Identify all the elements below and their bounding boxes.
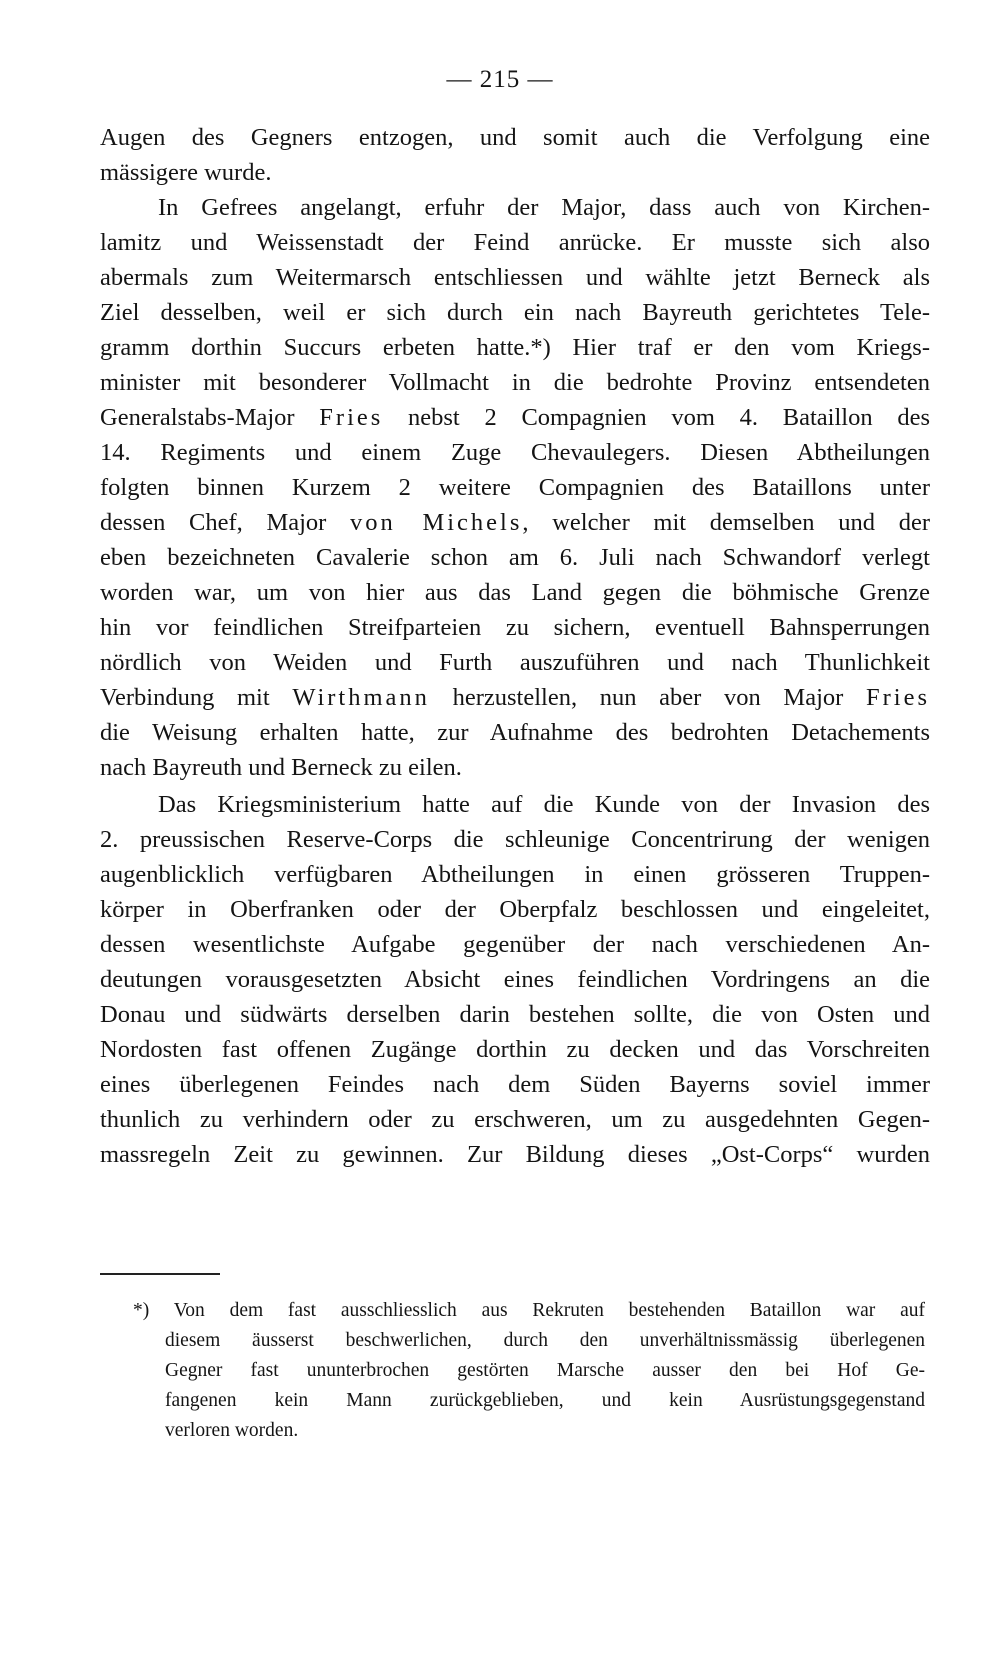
footnote-line: diesem äusserst beschwerlichen, durch den unverhältnissmässig überlegenen	[165, 1330, 925, 1351]
text-run: Verbindung mit	[100, 684, 293, 711]
text-run: herzustellen, nun aber von Major	[429, 684, 866, 711]
spaced-name: Wirthmann	[292, 684, 430, 711]
text-line: körper in Oberfranken oder der Oberpfalz beschlossen und eingeleitet,	[100, 896, 930, 923]
text-line: augenblicklich verfügbaren Abtheilungen in einen grösseren Truppen-	[100, 861, 930, 888]
text-run: Von dem fast ausschliesslich aus Rekruten bestehenden Bataillon war auf	[173, 1300, 925, 1321]
text-line: massregeln Zeit zu gewinnen. Zur Bildung dieses „Ost-Corps“ wurden	[100, 1141, 930, 1168]
text-line: 14. Regiments und einem Zuge Chevaulegers. Diesen Abtheilungen	[100, 439, 930, 466]
spaced-name: von Michels	[350, 509, 523, 536]
text-line: die Weisung erhalten hatte, zur Aufnahme des bedrohten Detachements	[100, 719, 930, 746]
text-line: nach Bayreuth und Berneck zu eilen.	[100, 754, 462, 781]
text-line: In Gefrees angelangt, erfuhr der Major, dass auch von Kirchen-	[158, 194, 930, 221]
page-number: — 215 —	[446, 66, 554, 93]
footnote-line: fangenen kein Mann zurückgeblieben, und kein Ausrüstungsgegenstand	[165, 1390, 925, 1411]
text-line: Nordosten fast offenen Zugänge dorthin zu decken und das Vorschreiten	[100, 1036, 930, 1063]
text-line: Das Kriegsministerium hatte auf die Kunde von der Invasion des	[158, 791, 930, 818]
text-line: minister mit besonderer Vollmacht in die bedrohte Provinz entsendeten	[100, 369, 930, 396]
text-line: lamitz und Weissenstadt der Feind anrücke. Er musste sich also	[100, 229, 930, 256]
text-line: gramm dorthin Succurs erbeten hatte.*) Hier traf er den vom Kriegs-	[100, 334, 930, 361]
text-line: eines überlegenen Feindes nach dem Süden Bayerns soviel immer	[100, 1071, 930, 1098]
text-line: worden war, um von hier aus das Land gegen die böhmische Grenze	[100, 579, 930, 606]
footnote-line: Gegner fast ununterbrochen gestörten Marsche ausser den bei Hof Ge-	[165, 1360, 925, 1381]
text-line: dessen wesentlichste Aufgabe gegenüber der nach verschiedenen An-	[100, 931, 930, 958]
text-run: dessen Chef, Major	[100, 509, 351, 536]
text-line: 2. preussischen Reserve-Corps die schleunige Concentrirung der wenigen	[100, 826, 930, 853]
text-line	[100, 683, 930, 713]
text-line: folgten binnen Kurzem 2 weitere Compagnien des Bataillons unter	[100, 474, 930, 501]
spaced-name: Fries	[319, 404, 384, 431]
text-line: mässigere wurde.	[100, 159, 272, 186]
footnote-marker: *)	[133, 1300, 150, 1321]
text-line: deutungen vorausgesetzten Absicht eines feindlichen Vordringens an die	[100, 966, 930, 993]
footnote-line	[133, 1298, 925, 1324]
text-run: Generalstabs-Major	[100, 404, 320, 431]
text-run: , welcher mit demselben und der	[522, 509, 930, 536]
text-line	[100, 508, 930, 538]
text-line: abermals zum Weitermarsch entschliessen und wählte jetzt Berneck als	[100, 264, 930, 291]
footnote-line: verloren worden.	[165, 1420, 299, 1441]
text-line	[100, 403, 930, 433]
text-line: Donau und südwärts derselben darin bestehen sollte, die von Osten und	[100, 1001, 930, 1028]
footnote-rule	[100, 1273, 220, 1275]
text-line: Augen des Gegners entzogen, und somit auch die Verfolgung eine	[100, 124, 930, 151]
spaced-name: Fries	[865, 684, 930, 711]
text-line: eben bezeichneten Cavalerie schon am 6. Juli nach Schwandorf verlegt	[100, 544, 930, 571]
text-line: hin vor feindlichen Streifparteien zu sichern, eventuell Bahnsperrungen	[100, 614, 930, 641]
text-line: Ziel desselben, weil er sich durch ein nach Bayreuth gerichtetes Tele-	[100, 299, 930, 326]
text-line: nördlich von Weiden und Furth auszuführen und nach Thunlichkeit	[100, 649, 930, 676]
text-line: thunlich zu verhindern oder zu erschweren, um zu ausgedehnten Gegen-	[100, 1106, 930, 1133]
text-run: nebst 2 Compagnien vom 4. Bataillon des	[383, 404, 930, 431]
